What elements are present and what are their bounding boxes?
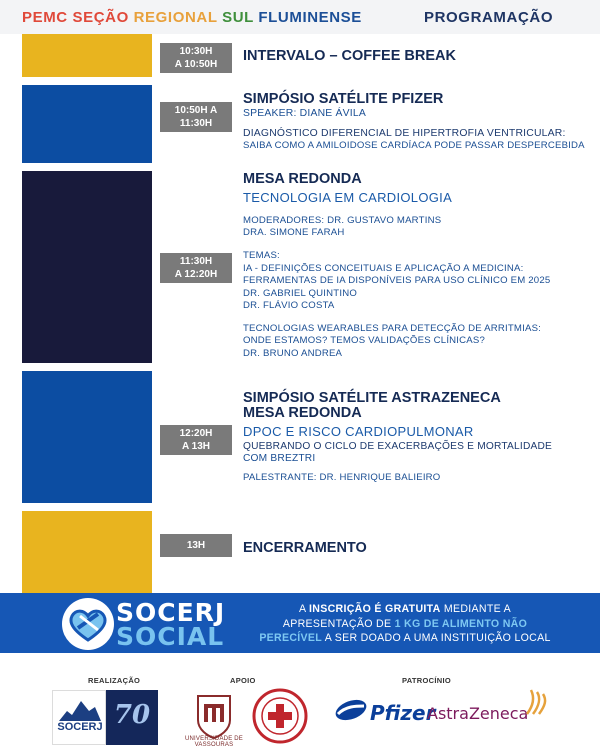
banner-text-b: INSCRIÇÃO É GRATUITA [309, 603, 441, 615]
schedule-color-block-5 [22, 511, 152, 593]
session-3-subtitle: TECNOLOGIA EM CARDIOLOGIA [243, 190, 453, 205]
pfizer-logo-text: Pfizer [370, 701, 436, 725]
socerj-logo-text: SOCERJ [57, 721, 103, 733]
logo-socerj-text: SOCERJ [116, 598, 226, 627]
time-badge-4-line1: 12:20H [179, 428, 213, 439]
banner-text-a: A [299, 603, 310, 615]
time-badge-3 [160, 253, 232, 283]
sugarloaf-mountain-icon [59, 699, 101, 721]
apoio-label: APOIO [230, 676, 256, 685]
time-badge-1 [160, 43, 232, 73]
realizacao-label: REALIZAÇÃO [88, 676, 141, 685]
banner-text [240, 602, 570, 646]
patrocinio-label: PATROCÍNIO [402, 676, 451, 685]
seventy-years-text: 70 [113, 700, 151, 730]
session-3-theme1-speaker2: DR. FLÁVIO COSTA [243, 300, 335, 311]
banner-text-d: APRESENTAÇÃO DE [282, 617, 395, 630]
schedule-color-block-2 [22, 85, 152, 163]
vassouras-shield-icon [190, 690, 238, 740]
session-title-1: INTERVALO – COFFEE BREAK [243, 48, 456, 64]
university-seal-icon [252, 688, 308, 744]
session-4-subtitle: DPOC E RISCO CARDIOPULMONAR [243, 424, 474, 439]
banner-text-e: 1 KG DE ALIMENTO NÃO [394, 617, 528, 630]
time-badge-3-line2: A 12:20H [174, 269, 218, 280]
session-3-theme2-line2: ONDE ESTAMOS? TEMOS VALIDAÇÕES CLÍNICAS? [243, 335, 486, 346]
time-badge-3-line1: 11:30H [179, 256, 213, 267]
time-badge-2-line2: 11:30H [179, 118, 213, 129]
time-badge-1-line2: A 10:50H [174, 59, 218, 70]
header-section: PROGRAMAÇÃO [424, 9, 554, 26]
time-badge-2 [160, 102, 232, 132]
header-title-part-3: SUL [222, 9, 259, 26]
session-2-speaker: SPEAKER: DIANE ÁVILA [243, 108, 366, 119]
socerj-social-heart-icon [58, 596, 120, 652]
socerj-social-logo [58, 596, 230, 652]
time-badge-4 [160, 425, 232, 455]
session-2-topic-line1: DIAGNÓSTICO DIFERENCIAL DE HIPERTROFIA VENTRICULAR: [243, 128, 566, 139]
session-title-3: MESA REDONDA [243, 171, 362, 187]
session-title-2: SIMPÓSIO SATÉLITE PFIZER [243, 91, 444, 107]
schedule-color-block-1 [22, 34, 152, 77]
header-title [22, 9, 362, 26]
session-3-theme1-speaker1: DR. GABRIEL QUINTINO [243, 288, 357, 299]
session-4-topic-line1: QUEBRANDO O CICLO DE EXACERBAÇÕES E MORTALIDADE [243, 441, 553, 452]
banner-text-c: MEDIANTE A [440, 603, 511, 615]
schedule-color-block-3 [22, 171, 152, 363]
session-3-theme2-line1: TECNOLOGIAS WEARABLES PARA DETECÇÃO DE ARRITMIAS: [243, 323, 542, 334]
session-2-topic-line2: SAIBA COMO A AMILOIDOSE CARDÍACA PODE PASSAR DESPERCEBIDA [243, 140, 585, 151]
header-title-part-4: FLUMINENSE [258, 9, 362, 26]
session-3-moderators-line1: MODERADORES: DR. GUSTAVO MARTINS [243, 215, 442, 226]
session-3-moderators-line2: DRA. SIMONE FARAH [243, 227, 345, 238]
schedule-color-block-4 [22, 371, 152, 503]
seventy-years-logo [106, 690, 158, 745]
page-header [0, 0, 600, 34]
pfizer-pill-icon [334, 696, 368, 724]
time-badge-2-line1: 10:50H A [174, 105, 218, 116]
socerj-logo [52, 690, 106, 745]
astrazeneca-symbol-icon [523, 688, 549, 718]
header-title-part-1: PEMC SEÇÃO [22, 9, 134, 26]
logo-social-text: SOCIAL [116, 622, 225, 651]
time-badge-5-line1: 13H [186, 540, 206, 551]
session-4-speaker: PALESTRANTE: DR. HENRIQUE BALIEIRO [243, 472, 441, 483]
time-badge-1-line1: 10:30H [179, 46, 213, 57]
session-title-5: ENCERRAMENTO [243, 540, 367, 556]
session-title-4-line2: MESA REDONDA [243, 405, 362, 421]
banner-text-g: A SER DOADO A UMA INSTITUIÇÃO LOCAL [322, 632, 551, 644]
session-title-4-line1: SIMPÓSIO SATÉLITE ASTRAZENECA [243, 390, 501, 406]
vassouras-text: UNIVERSIDADE DE VASSOURAS [184, 736, 243, 748]
session-3-theme1-line1: IA - DEFINIÇÕES CONCEITUAIS E APLICAÇÃO A MEDICINA: [243, 263, 524, 274]
time-badge-5 [160, 534, 232, 557]
time-badge-4-line2: A 13H [182, 441, 210, 452]
session-4-topic-line2: COM BREZTRI [243, 453, 316, 464]
session-3-theme2-speaker: DR. BRUNO ANDREA [243, 348, 343, 359]
banner-text-f: PERECÍVEL [259, 632, 323, 644]
session-3-theme1-line2: FERRAMENTAS DE IA DISPONÍVEIS PARA USO CLÍNICO EM 2025 [243, 275, 551, 286]
header-title-part-2: REGIONAL [133, 9, 223, 26]
astrazeneca-logo-text: AstraZeneca [427, 704, 529, 723]
session-3-themes-label: TEMAS: [243, 250, 280, 261]
